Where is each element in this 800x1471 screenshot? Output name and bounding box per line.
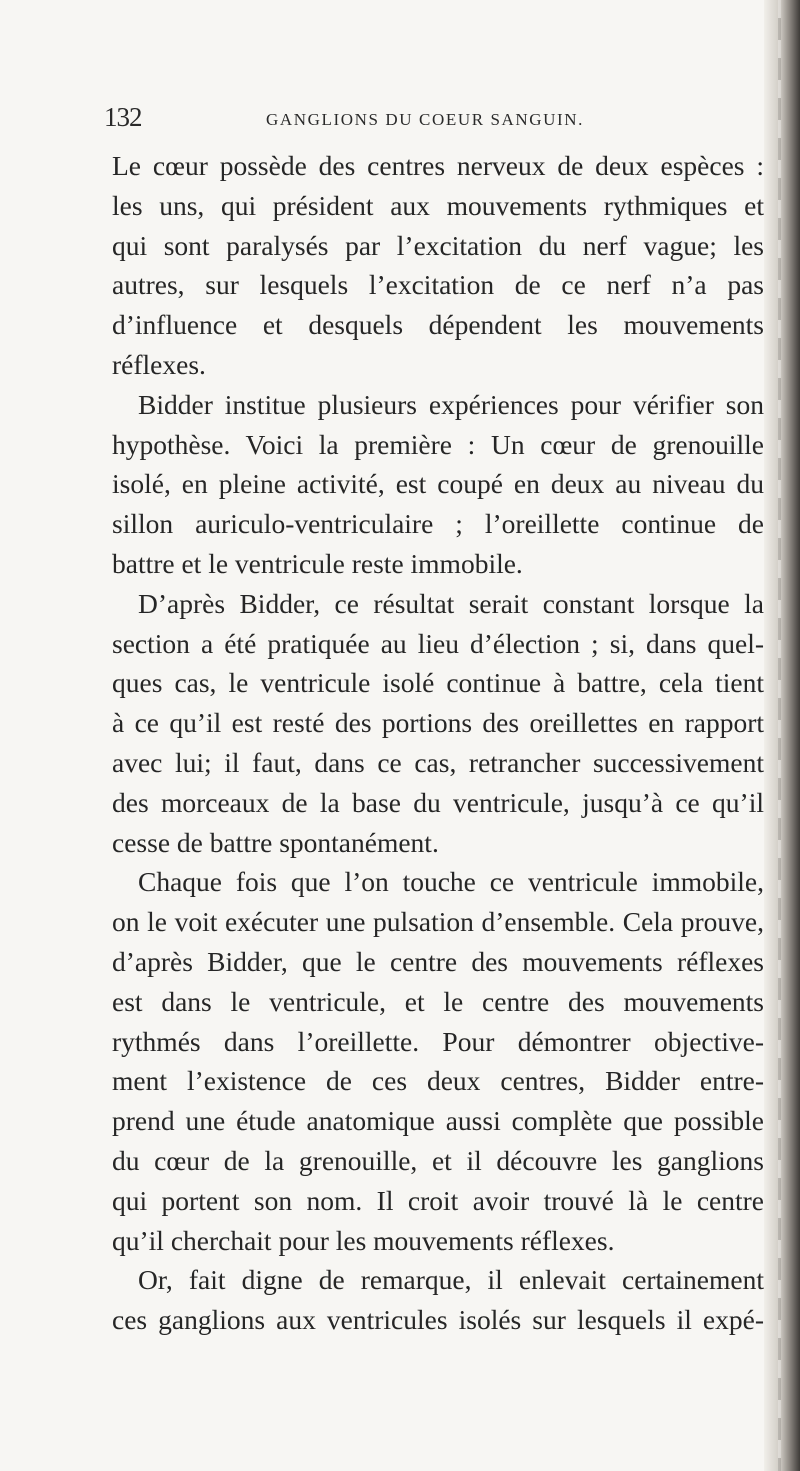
text-line: Or, fait digne de remarque, il enlevait certainement (138, 1264, 764, 1296)
text-line: section a été pratiquée au lieu d’élection ; si, dans quel- (112, 627, 764, 659)
text-line: réflexes. (112, 348, 206, 380)
text-line: Le cœur possède des centres nerveux de deux espèces : (112, 150, 764, 181)
page-edge-shadow (764, 0, 800, 1471)
text-line: les uns, qui président aux mouvements rythmiques et (112, 189, 764, 221)
text-line: prend une étude anatomique aussi complète que possible (112, 1105, 764, 1137)
text-line: rythmés dans l’oreillette. Pour démontrer objective- (112, 1025, 764, 1057)
text-line: autres, sur lesquels l’excitation de ce nerf n’a pas (112, 269, 764, 301)
text-line: on le voit exécuter une pulsation d’ensemble. Cela prouve, (112, 906, 764, 938)
page-header (104, 102, 754, 140)
text-line: des morceaux de la base du ventricule, jusqu’à ce qu’il (112, 786, 764, 818)
text-line: à ce qu’il est resté des portions des oreillettes en rapport (112, 707, 764, 739)
text-line: du cœur de la grenouille, et il découvre les ganglions (112, 1144, 764, 1176)
text-line: hypothèse. Voici la première : Un cœur de grenouille (112, 428, 764, 460)
text-line: cesse de battre spontanément. (112, 826, 439, 858)
text-line: d’influence et desquels dépendent les mouvements (112, 309, 764, 341)
text-line: qui portent son nom. Il croit avoir trouvé là le centre (112, 1184, 764, 1216)
text-line: battre et le ventricule reste immobile. (112, 547, 523, 579)
text-line: d’après Bidder, que le centre des mouvements réflexes (112, 945, 764, 977)
body-text (112, 146, 764, 1340)
text-line: isolé, en pleine activité, est coupé en deux au niveau du (112, 468, 764, 500)
page-number: 132 (104, 102, 142, 132)
text-line: est dans le ventricule, et le centre des mouvements (112, 985, 764, 1017)
text-line: ques cas, le ventricule isolé continue à battre, cela tient (112, 667, 764, 699)
text-line: Chaque fois que l’on touche ce ventricule immobile, (138, 866, 764, 898)
running-title: GANGLIONS DU COEUR SANGUIN. (266, 110, 585, 129)
text-line: sillon auriculo-ventriculaire ; l’oreillette continue de (112, 508, 764, 540)
text-line: ces ganglions aux ventricules isolés sur lesquels il expé- (112, 1304, 764, 1336)
text-line: qui sont paralysés par l’excitation du nerf vague; les (112, 229, 764, 261)
text-line: qu’il cherchait pour les mouvements réflexes. (112, 1224, 615, 1256)
text-line: ment l’existence de ces deux centres, Bidder entre- (112, 1065, 764, 1097)
text-line: Bidder institue plusieurs expériences pour vérifier son (138, 388, 764, 420)
text-line: D’après Bidder, ce résultat serait constant lorsque la (138, 587, 764, 619)
text-line: avec lui; il faut, dans ce cas, retrancher successivement (112, 746, 764, 778)
